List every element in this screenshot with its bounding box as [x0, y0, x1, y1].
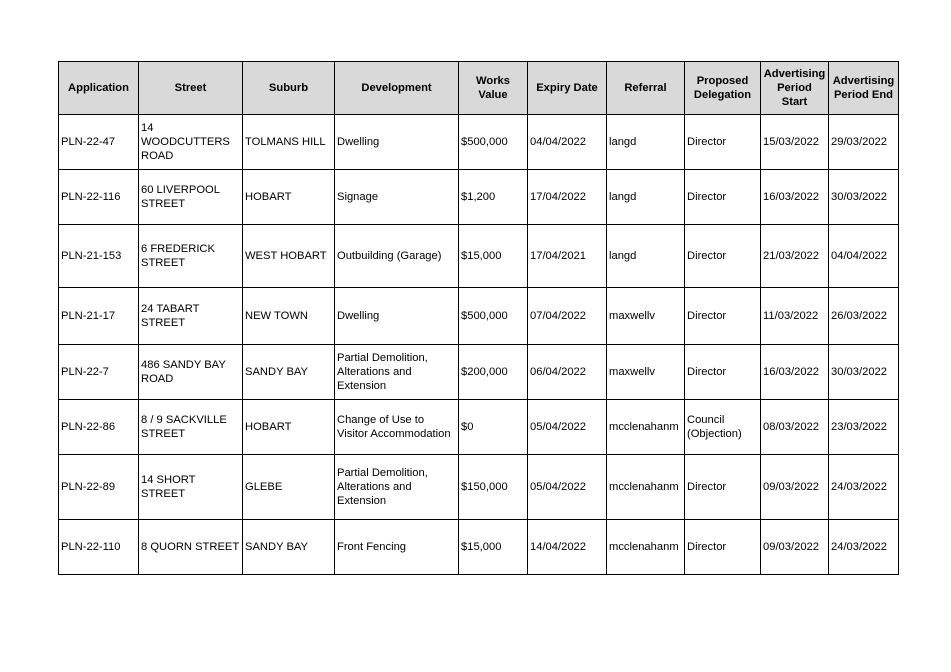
- cell-advertising-end: 04/04/2022: [829, 225, 899, 288]
- cell-advertising-end: 29/03/2022: [829, 115, 899, 170]
- cell-delegation: Director: [685, 520, 761, 575]
- cell-development: Dwelling: [335, 288, 459, 345]
- cell-referral: mcclenahanm: [607, 455, 685, 520]
- cell-application: PLN-22-7: [59, 345, 139, 400]
- cell-application: PLN-22-86: [59, 400, 139, 455]
- cell-advertising-start: 09/03/2022: [761, 520, 829, 575]
- cell-referral: langd: [607, 115, 685, 170]
- cell-street: 486 SANDY BAY ROAD: [139, 345, 243, 400]
- header-expiry-date: Expiry Date: [528, 62, 607, 115]
- cell-application: PLN-21-153: [59, 225, 139, 288]
- cell-suburb: SANDY BAY: [243, 345, 335, 400]
- cell-suburb: SANDY BAY: [243, 520, 335, 575]
- table-row: [59, 225, 899, 288]
- cell-advertising-start: 16/03/2022: [761, 170, 829, 225]
- cell-development: Signage: [335, 170, 459, 225]
- cell-expiry-date: 04/04/2022: [528, 115, 607, 170]
- cell-suburb: HOBART: [243, 400, 335, 455]
- cell-delegation: Director: [685, 115, 761, 170]
- cell-street: 6 FREDERICK STREET: [139, 225, 243, 288]
- cell-works-value: $0: [459, 400, 528, 455]
- cell-street: 24 TABART STREET: [139, 288, 243, 345]
- cell-advertising-end: 26/03/2022: [829, 288, 899, 345]
- cell-suburb: TOLMANS HILL: [243, 115, 335, 170]
- cell-works-value: $15,000: [459, 520, 528, 575]
- header-advertising-start: Advertising Period Start: [761, 62, 829, 115]
- cell-works-value: $500,000: [459, 288, 528, 345]
- cell-delegation: Director: [685, 288, 761, 345]
- cell-delegation: Director: [685, 225, 761, 288]
- cell-expiry-date: 05/04/2022: [528, 455, 607, 520]
- cell-referral: mcclenahanm: [607, 400, 685, 455]
- cell-delegation: Director: [685, 345, 761, 400]
- cell-suburb: HOBART: [243, 170, 335, 225]
- applications-table: [58, 61, 899, 575]
- header-works-value: Works Value: [459, 62, 528, 115]
- header-suburb: Suburb: [243, 62, 335, 115]
- header-proposed-delegation: Proposed Delegation: [685, 62, 761, 115]
- cell-advertising-end: 24/03/2022: [829, 520, 899, 575]
- cell-suburb: WEST HOBART: [243, 225, 335, 288]
- table-row: [59, 170, 899, 225]
- cell-application: PLN-21-17: [59, 288, 139, 345]
- table-row: [59, 455, 899, 520]
- cell-development: Partial Demolition, Alterations and Extension: [335, 455, 459, 520]
- cell-expiry-date: 17/04/2022: [528, 170, 607, 225]
- cell-works-value: $15,000: [459, 225, 528, 288]
- table-row: [59, 288, 899, 345]
- cell-application: PLN-22-89: [59, 455, 139, 520]
- header-application: Application: [59, 62, 139, 115]
- header-development: Development: [335, 62, 459, 115]
- cell-referral: maxwellv: [607, 345, 685, 400]
- table-row: [59, 115, 899, 170]
- cell-street: 8 QUORN STREET: [139, 520, 243, 575]
- cell-works-value: $150,000: [459, 455, 528, 520]
- cell-development: Dwelling: [335, 115, 459, 170]
- cell-development: Partial Demolition, Alterations and Extension: [335, 345, 459, 400]
- header-street: Street: [139, 62, 243, 115]
- cell-suburb: GLEBE: [243, 455, 335, 520]
- cell-works-value: $200,000: [459, 345, 528, 400]
- table-row: [59, 520, 899, 575]
- cell-street: 8 / 9 SACKVILLE STREET: [139, 400, 243, 455]
- cell-application: PLN-22-116: [59, 170, 139, 225]
- cell-delegation: Director: [685, 455, 761, 520]
- cell-referral: langd: [607, 225, 685, 288]
- cell-street: 60 LIVERPOOL STREET: [139, 170, 243, 225]
- cell-expiry-date: 17/04/2021: [528, 225, 607, 288]
- table-row: [59, 345, 899, 400]
- cell-street: 14 WOODCUTTERS ROAD: [139, 115, 243, 170]
- cell-advertising-start: 08/03/2022: [761, 400, 829, 455]
- cell-advertising-end: 23/03/2022: [829, 400, 899, 455]
- cell-advertising-end: 30/03/2022: [829, 170, 899, 225]
- cell-expiry-date: 06/04/2022: [528, 345, 607, 400]
- cell-expiry-date: 07/04/2022: [528, 288, 607, 345]
- cell-street: 14 SHORT STREET: [139, 455, 243, 520]
- cell-development: Front Fencing: [335, 520, 459, 575]
- cell-referral: langd: [607, 170, 685, 225]
- cell-advertising-start: 16/03/2022: [761, 345, 829, 400]
- cell-advertising-start: 15/03/2022: [761, 115, 829, 170]
- cell-advertising-end: 24/03/2022: [829, 455, 899, 520]
- cell-application: PLN-22-47: [59, 115, 139, 170]
- cell-works-value: $1,200: [459, 170, 528, 225]
- table-row: [59, 400, 899, 455]
- cell-referral: maxwellv: [607, 288, 685, 345]
- cell-advertising-start: 11/03/2022: [761, 288, 829, 345]
- cell-works-value: $500,000: [459, 115, 528, 170]
- cell-referral: mcclenahanm: [607, 520, 685, 575]
- header-advertising-end: Advertising Period End: [829, 62, 899, 115]
- cell-advertising-start: 21/03/2022: [761, 225, 829, 288]
- cell-advertising-start: 09/03/2022: [761, 455, 829, 520]
- cell-development: Outbuilding (Garage): [335, 225, 459, 288]
- header-row: [59, 62, 899, 115]
- cell-expiry-date: 14/04/2022: [528, 520, 607, 575]
- cell-development: Change of Use to Visitor Accommodation: [335, 400, 459, 455]
- cell-advertising-end: 30/03/2022: [829, 345, 899, 400]
- cell-suburb: NEW TOWN: [243, 288, 335, 345]
- cell-delegation: Council (Objection): [685, 400, 761, 455]
- header-referral: Referral: [607, 62, 685, 115]
- cell-expiry-date: 05/04/2022: [528, 400, 607, 455]
- cell-delegation: Director: [685, 170, 761, 225]
- cell-application: PLN-22-110: [59, 520, 139, 575]
